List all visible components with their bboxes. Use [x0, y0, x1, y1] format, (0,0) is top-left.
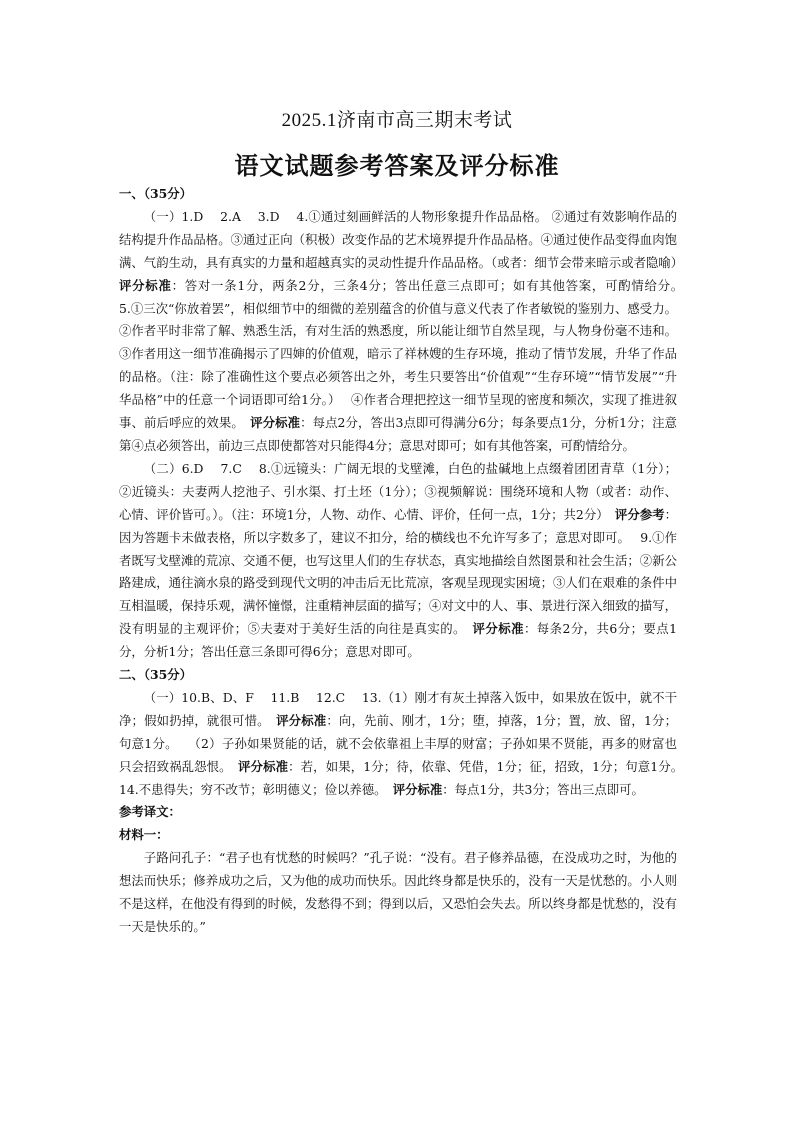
text-run: （一）1.D 2.A 3.D 4.①通过刻画鲜活的人物形象提升作品品格。 ②通过有效影响作品的结构提升作品品格。③通过正向（积极）改变作品的艺术境界提升作品品格。④通过使作品变得血肉饱满、气韵生动，具有真实的力量和超越真实的灵动性提升作品品格。（或者：细节会带来暗示或者隐喻） [119, 208, 690, 270]
scoring-label: 评分标准 [250, 415, 301, 431]
scoring-label: 评分标准 [392, 781, 443, 797]
text-run: ：每条2分，共6分；要点1分，分析1分；答出任意三条即可得6分；意思对即可。 [119, 621, 677, 660]
text-run: ：因为答题卡未做表格，所以字数多了，建议不扣分，给的横线也不允许写多了；意思对即可。 9.①作者既写戈壁滩的荒凉、交通不便，也写这里人们的生存状态，真实地描绘自然图景和社会生活；②新公路建成，通往滴水泉的路受到现代文明的冲击后无比荒凉，客观呈现现实困境；③人们在艰难的条件中互相温暖，保持乐观，满怀憧憬，注重精神层面的描写；④对文中的人、事、景进行深入细致的描写，没有明显的主观评价；⑤夫妻对于美好生活的向往是真实的。 [119, 506, 677, 637]
section-1-part-1 [119, 206, 694, 458]
text-run: ：若，如果，1分；待，依靠、凭借，1分；征，招致，1分；句意1分。 14.不患得失；穷不改节；彰明德义；俭以养德。 [119, 758, 694, 797]
text-run: （一）10.B、D、F 11.B 12.C 13.（1）刚才有灰土掉落入饭中，如果放在饭中，就不干净；假如扔掉，就很可惜。 [119, 689, 677, 728]
section-1-heading: 一、（35分） [119, 186, 192, 201]
scoring-label: 评分标准 [276, 712, 327, 728]
exam-title: 2025.1济南市高三期末考试 [281, 110, 513, 131]
scoring-label: 评分标准 [238, 758, 289, 774]
text-run: ：每点2分，答出3点即可得满分6分；每条要点1分，分析1分；注意第④点必须答出，前边三点即使都答对只能得4分；意思对即可；如有其他答案，可酌情给分。 [119, 415, 677, 453]
section-2-heading: 二、（35分） [119, 667, 192, 683]
scoring-label: 评分标准 [119, 277, 172, 293]
text-run: ：答对一条1分，两条2分，三条4分；答出任意三点即可；如有其他答案，可酌情给分。 5.①三次“你放着罢”，相似细节中的细微的差别蕴含的价值与意义代表了作者敏锐的鉴别力、感受力。 ②作者平时非常了解、熟悉生活，有对生活的熟悉度，所以能让细节自然呈现，与人物身份毫不违和。 ③作者用这一细节准确揭示了四婶的价值观，暗示了祥林嫂的生存环境，推动了情节发展，升华了作品的品格。（注：除了准确性这个要点必须答出之外，考生只要答出“价值观”“生存环境”“情节发展”“升华品格”中的任意一个词语即可给1分。） ④作者合理把控这一细节呈现的密度和频次，实现了推进叙事、前后呼应的效果。 [119, 277, 694, 431]
text-run: ：向，先前、刚才，1分；堕，掉落，1分；置，放、留，1分；句意1分。 （2）子孙如果贤能的话，就不会依靠祖上丰厚的财富；子孙如果不贤能，再多的财富也只会招致祸乱怨恨。 [119, 712, 677, 774]
translation-heading: 参考译文： [119, 804, 181, 820]
scoring-label: 评分参考 [614, 506, 665, 522]
text-run: ：每点1分，共3分；答出三点即可。 [442, 781, 644, 797]
text-run: （二）6.D 7.C 8.①远镜头：广阔无垠的戈壁滩，白色的盐碱地上点缀着团团青草（1分）；②近镜头：夫妻两人挖池子、引水渠、打土坯（1分）；③视频解说：围绕环境和人物（或者：动作、心情、评价皆可。）。（注：环境1分，人物、动作、心情、评价，任何一点，1分；共2分） [119, 460, 677, 522]
material-1-text: 子路问孔子：“君子也有忧愁的时候吗？”孔子说：“没有。君子修养品德，在没成功之时，为他的想法而快乐；修养成功之后，又为他的成功而快乐。因此终身都是快乐的，没有一天是忧愁的。小人则不是这样，在他没有得到的时候，发愁得不到；得到以后，又恐怕会失去。所以终身都是忧愁的，没有一天是快乐的。” [119, 850, 677, 934]
document-title: 语文试题参考答案及评分标准 [234, 154, 560, 180]
material-1-heading: 材料一： [119, 827, 169, 843]
section-1-part-2 [119, 458, 677, 664]
section-2-part-1 [119, 687, 694, 802]
answer-content [119, 183, 694, 939]
scoring-label: 评分标准 [472, 621, 524, 637]
